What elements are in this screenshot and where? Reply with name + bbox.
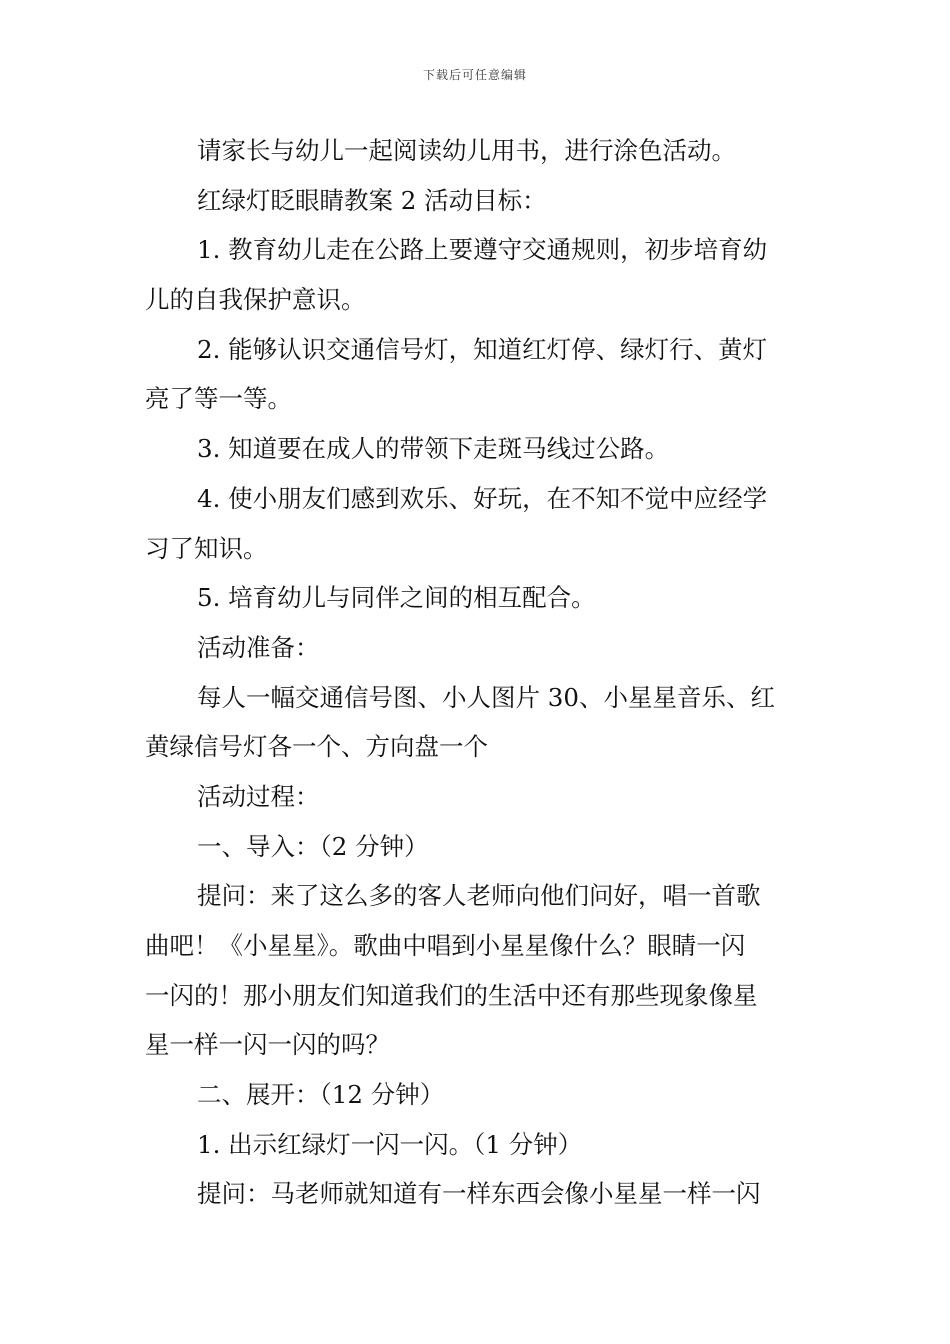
text-line: 红绿灯眨眼睛教案 2 活动目标： (197, 185, 547, 215)
text-line: 一闪的！那小朋友们知道我们的生活中还有那些现象像星 (145, 980, 758, 1010)
text-line: 4. 使小朋友们感到欢乐、好玩，在不知不觉中应经学 (197, 483, 768, 513)
text-line: 曲吧！《小星星》。歌曲中唱到小星星像什么？眼睛一闪 (145, 931, 746, 960)
text-line: 儿的自我保护意识。 (145, 285, 366, 315)
document-body (145, 126, 807, 1219)
text-line: 习了知识。 (145, 533, 268, 563)
text-line: 一、导入：（2 分钟） (197, 831, 429, 861)
text-line: 提问：马老师就知道有一样东西会像小星星一样一闪 (197, 1179, 761, 1209)
text-line: 1. 教育幼儿走在公路上要遵守交通规则，初步培育幼 (197, 235, 768, 265)
text-line: 提问：来了这么多的客人老师向他们问好，唱一首歌 (197, 881, 761, 911)
text-line: 活动过程： (197, 781, 320, 811)
text-line: 5. 培育幼儿与同伴之间的相互配合。 (197, 583, 596, 613)
text-line: 活动准备： (197, 632, 320, 662)
text-line: 1. 出示红绿灯一闪一闪。（1 分钟） (197, 1129, 583, 1159)
text-line: 二、展开：（12 分钟） (197, 1080, 445, 1110)
text-line: 每人一幅交通信号图、小人图片 30、小星星音乐、红 (197, 682, 775, 712)
text-line: 请家长与幼儿一起阅读幼儿用书，进行涂色活动。 (197, 136, 736, 165)
text-line: 黄绿信号灯各一个、方向盘一个 (145, 732, 488, 762)
text-line: 2. 能够认识交通信号灯，知道红灯停、绿灯行、黄灯 (197, 334, 768, 364)
text-line: 3. 知道要在成人的带领下走斑马线过公路。 (197, 434, 670, 464)
text-line: 星一样一闪一闪的吗？ (145, 1030, 390, 1060)
page-header: 下载后可任意编辑 (422, 68, 527, 82)
text-line: 亮了等一等。 (145, 384, 292, 414)
